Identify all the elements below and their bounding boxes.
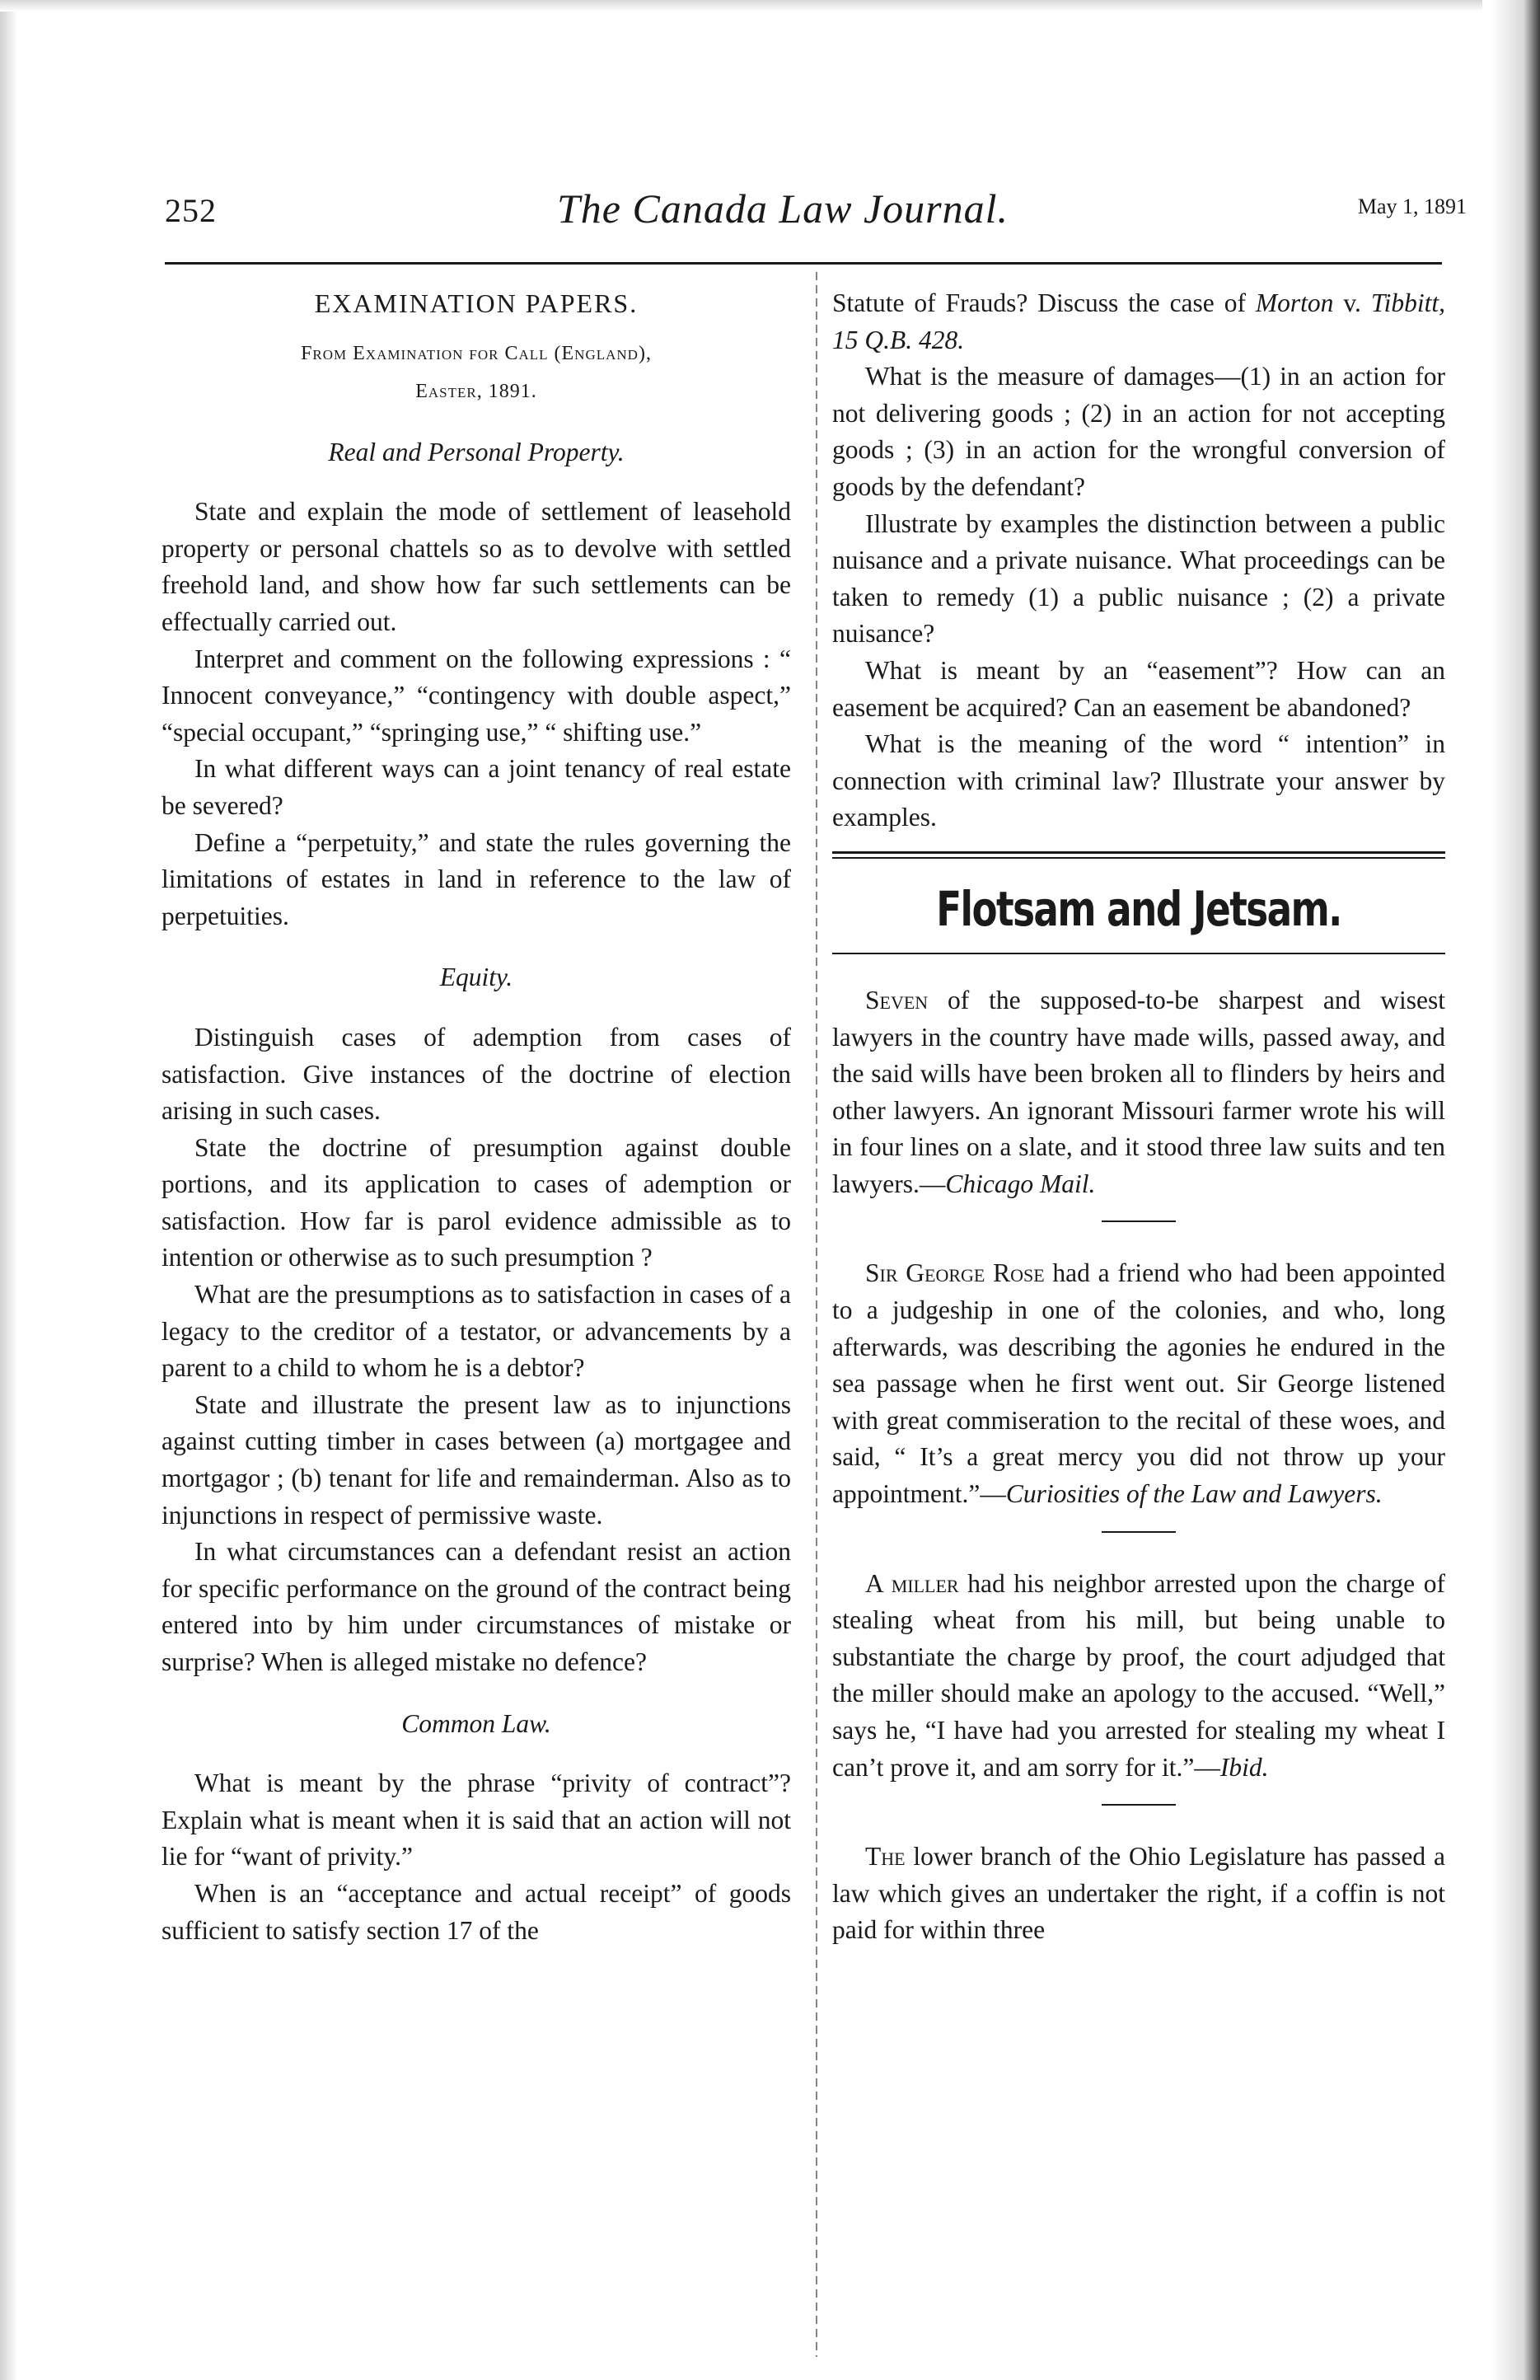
right-column: [832, 285, 1445, 1949]
issue-date: May 1, 1891: [1357, 194, 1467, 218]
question-paragraph: When is an “acceptance and actual receipt” of goods sufficient to satisfy section 17 of the: [161, 1878, 791, 1945]
anecdote-separator: [1102, 1220, 1176, 1222]
section-double-rule: [832, 851, 1445, 859]
scan-right-edge: [1482, 0, 1540, 2380]
question-paragraph: Define a “perpetuity,” and state the rules governing the limitations of estates in land in reference to the law of perpetuities.: [161, 827, 791, 930]
anecdote-paragraph: A miller had his neighbor arrested upon the charge of stealing wheat from his mill, but being unable to substantiate the charge by proof, the court adjudged that the miller should make an apology to the accused. “Well,” says he, “I have had you arrested for stealing my wheat I can’t prove it, and am sorry for it.”—Ibid.: [832, 1568, 1446, 1782]
anecdote-paragraph: The lower branch of the Ohio Legislature has passed a law which gives an undertaker the right, if a coffin is not paid for within three: [832, 1842, 1445, 1945]
question-paragraph: Distinguish cases of ademption from cases of satisfaction. Give instances of the doctrine of election arising in such cases.: [161, 1022, 791, 1126]
question-paragraph: State the doctrine of presumption against double portions, and its application to cases of ademption or satisfaction. How far is parol evidence admissible as to intention or otherwise as to such presumption ?: [161, 1132, 791, 1272]
question-paragraph: State and illustrate the present law as to injunctions against cutting timber in cases between (a) mortgagee and mortgagor ; (b) tenant for life and remainderman. Also as to injunctions in respect of permissive waste.: [161, 1389, 791, 1530]
question-paragraph: In what circumstances can a defendant resist an action for specific performance on the ground of the contract being entered into by him under circumstances of mistake or surprise? When is alleged mistake no defence?: [161, 1537, 791, 1676]
header-rule: [165, 262, 1442, 265]
continuation-paragraph: Statute of Frauds? Discuss the case of Morton v. Tibbitt, 15 Q.B. 428.: [832, 288, 1445, 354]
left-column: [161, 285, 791, 1949]
heading-real-property: Real and Personal Property.: [328, 437, 625, 466]
title-rule: [832, 953, 1445, 954]
anecdote-separator: [1102, 1804, 1176, 1806]
question-paragraph: Illustrate by examples the distinction between a public nuisance and a private nuisance. What proceedings can be taken to remedy (1) a public nuisance ; (2) a private nuisance?: [832, 508, 1445, 649]
question-paragraph: What is the measure of damages—(1) in an action for not delivering goods ; (2) in an action for not accepting goods ; (3) in an action for the wrongful conversion of goods by the defendant?: [832, 362, 1445, 501]
question-paragraph: What are the presumptions as to satisfaction in cases of a legacy to the creditor of a testator, or advancements by a parent to a child to whom he is a debtor?: [161, 1280, 791, 1383]
question-paragraph: In what different ways can a joint tenancy of real estate be severed?: [161, 754, 791, 820]
heading-equity: Equity.: [439, 963, 513, 992]
heading-common-law: Common Law.: [401, 1708, 551, 1738]
anecdote-paragraph: Sir George Rose had a friend who had been appointed to a judgeship in one of the colonies, and who, long afterwards, was describing the agonies he endured in the sea passage when he first went out. Sir George listened with great commiseration to the recital of these woes, and said, “ It’s a great mercy you did not throw up your appointment.”—Curiosities of the Law and Lawyers.: [832, 1258, 1445, 1509]
page-header: [165, 185, 1467, 249]
question-paragraph: What is meant by the phrase “privity of contract”? Explain what is meant when it is said that an action will not lie for “want of privity.”: [161, 1769, 791, 1872]
scan-top-edge: [0, 0, 1540, 12]
section-title: EXAMINATION PAPERS.: [314, 288, 639, 318]
question-paragraph: What is meant by an “easement”? How can an easement be acquired? Can an easement be abandoned?: [832, 655, 1445, 722]
anecdote-separator: [1102, 1531, 1176, 1533]
question-paragraph: State and explain the mode of settlement of leasehold property or personal chattels so as to devolve with settled freehold land, and show how far such settlements can be effectually carried out.: [161, 497, 791, 636]
column-divider: [816, 272, 817, 2357]
journal-title: The Canada Law Journal.: [556, 185, 1009, 232]
question-paragraph: Interpret and comment on the following expressions : “ Innocent conveyance,” “contingency with double aspect,” “special occupant,” “springing use,” “ shifting use.”: [161, 644, 791, 747]
exam-subtitle-line1: From Examination for Call (England),: [301, 342, 652, 364]
question-paragraph: What is the meaning of the word “ intention” in connection with criminal law? Illustrate your answer by examples.: [832, 729, 1445, 832]
flotsam-jetsam-title: Flotsam and Jetsam.: [936, 880, 1341, 937]
scan-left-edge: [0, 0, 18, 2380]
page-number: 252: [165, 192, 217, 229]
exam-subtitle-line2: Easter, 1891.: [415, 380, 537, 402]
anecdote-paragraph: Seven of the supposed-to-be sharpest and wisest lawyers in the country have made wills, passed away, and the said wills have been broken all to flinders by heirs and other lawyers. An ignorant Missouri farmer wrote his will in four lines on a slate, and it stood three law suits and ten lawyers.—Chicago Mail.: [832, 985, 1445, 1198]
